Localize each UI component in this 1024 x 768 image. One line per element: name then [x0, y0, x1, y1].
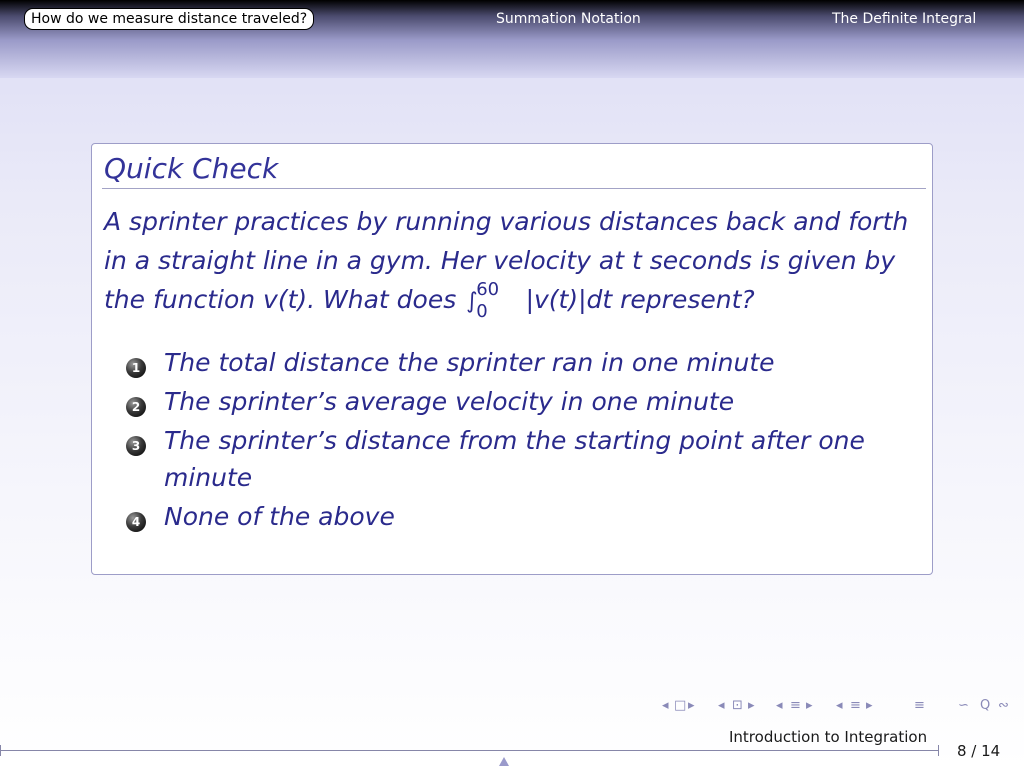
- footer-title: Introduction to Integration: [729, 728, 928, 746]
- integral-sign: ∫: [466, 289, 478, 314]
- nav-prev-subsection-icon[interactable]: ◂: [718, 698, 727, 713]
- option-text: None of the above: [164, 502, 395, 531]
- option-text: The sprinter’s average velocity in one minute: [164, 387, 735, 416]
- beamer-nav-controls: [662, 698, 1024, 714]
- integral-expression: [466, 280, 515, 321]
- question-text: [104, 202, 924, 321]
- nav-next-section-icon[interactable]: ▸: [806, 698, 815, 713]
- question-line: in a straight line in a gym. Her velocity at t seconds is given by: [104, 246, 896, 275]
- block-divider: [102, 188, 926, 189]
- option-1: [122, 344, 912, 381]
- option-4: [122, 498, 912, 535]
- document-icon[interactable]: ≡: [850, 698, 863, 713]
- question-tail-after: |v(t)|dt represent?: [525, 285, 755, 314]
- search-icon[interactable]: Q: [980, 698, 993, 713]
- integral-upper-limit: 60: [476, 279, 500, 300]
- nav-section-distance[interactable]: How do we measure distance traveled?: [24, 8, 314, 30]
- option-2: [122, 383, 912, 420]
- section-icon[interactable]: ≡: [790, 698, 803, 713]
- question-line: A sprinter practices by running various distances back and forth: [104, 207, 909, 236]
- back-icon[interactable]: ∽: [958, 698, 971, 713]
- block-title: Quick Check: [104, 152, 279, 185]
- progress-marker: [499, 757, 509, 766]
- subsection-icon[interactable]: ⊡: [732, 698, 745, 713]
- progress-tick-start: [0, 745, 1, 756]
- option-text: minute: [164, 463, 253, 492]
- frame-icon[interactable]: □: [674, 698, 689, 713]
- option-3-continuation: [122, 459, 912, 496]
- progress-rule: [0, 750, 938, 751]
- page-counter: 8 / 14: [957, 742, 1001, 760]
- integral-lower-limit: 0: [476, 301, 488, 322]
- nav-prev-section-icon[interactable]: ◂: [776, 698, 785, 713]
- question-line-integral: [104, 280, 924, 321]
- nav-section-definite-integral[interactable]: The Definite Integral: [832, 11, 977, 27]
- progress-tick-end: [938, 745, 939, 756]
- question-tail-before: the function v(t). What does: [104, 285, 457, 314]
- option-number-ball: 3: [126, 436, 146, 456]
- nav-prev-frame-icon[interactable]: ◂: [662, 698, 671, 713]
- nav-section-summation[interactable]: Summation Notation: [496, 11, 641, 27]
- option-text: The total distance the sprinter ran in one minute: [164, 348, 775, 377]
- quick-check-block: [91, 143, 933, 575]
- header-bar: [0, 0, 1024, 78]
- nav-next-document-icon[interactable]: ▸: [866, 698, 875, 713]
- nav-next-frame-icon[interactable]: ▸: [688, 698, 697, 713]
- option-number-ball: 1: [126, 358, 146, 378]
- forward-icon[interactable]: ∾: [998, 698, 1011, 713]
- option-number-ball: 4: [126, 512, 146, 532]
- nav-next-subsection-icon[interactable]: ▸: [748, 698, 757, 713]
- nav-prev-document-icon[interactable]: ◂: [836, 698, 845, 713]
- option-3: [122, 422, 912, 459]
- answer-options: [122, 344, 912, 537]
- option-number-ball: 2: [126, 397, 146, 417]
- option-text: The sprinter’s distance from the starting point after one: [164, 426, 865, 455]
- section-nav: [0, 8, 1024, 30]
- toc-icon[interactable]: ≡: [914, 698, 927, 713]
